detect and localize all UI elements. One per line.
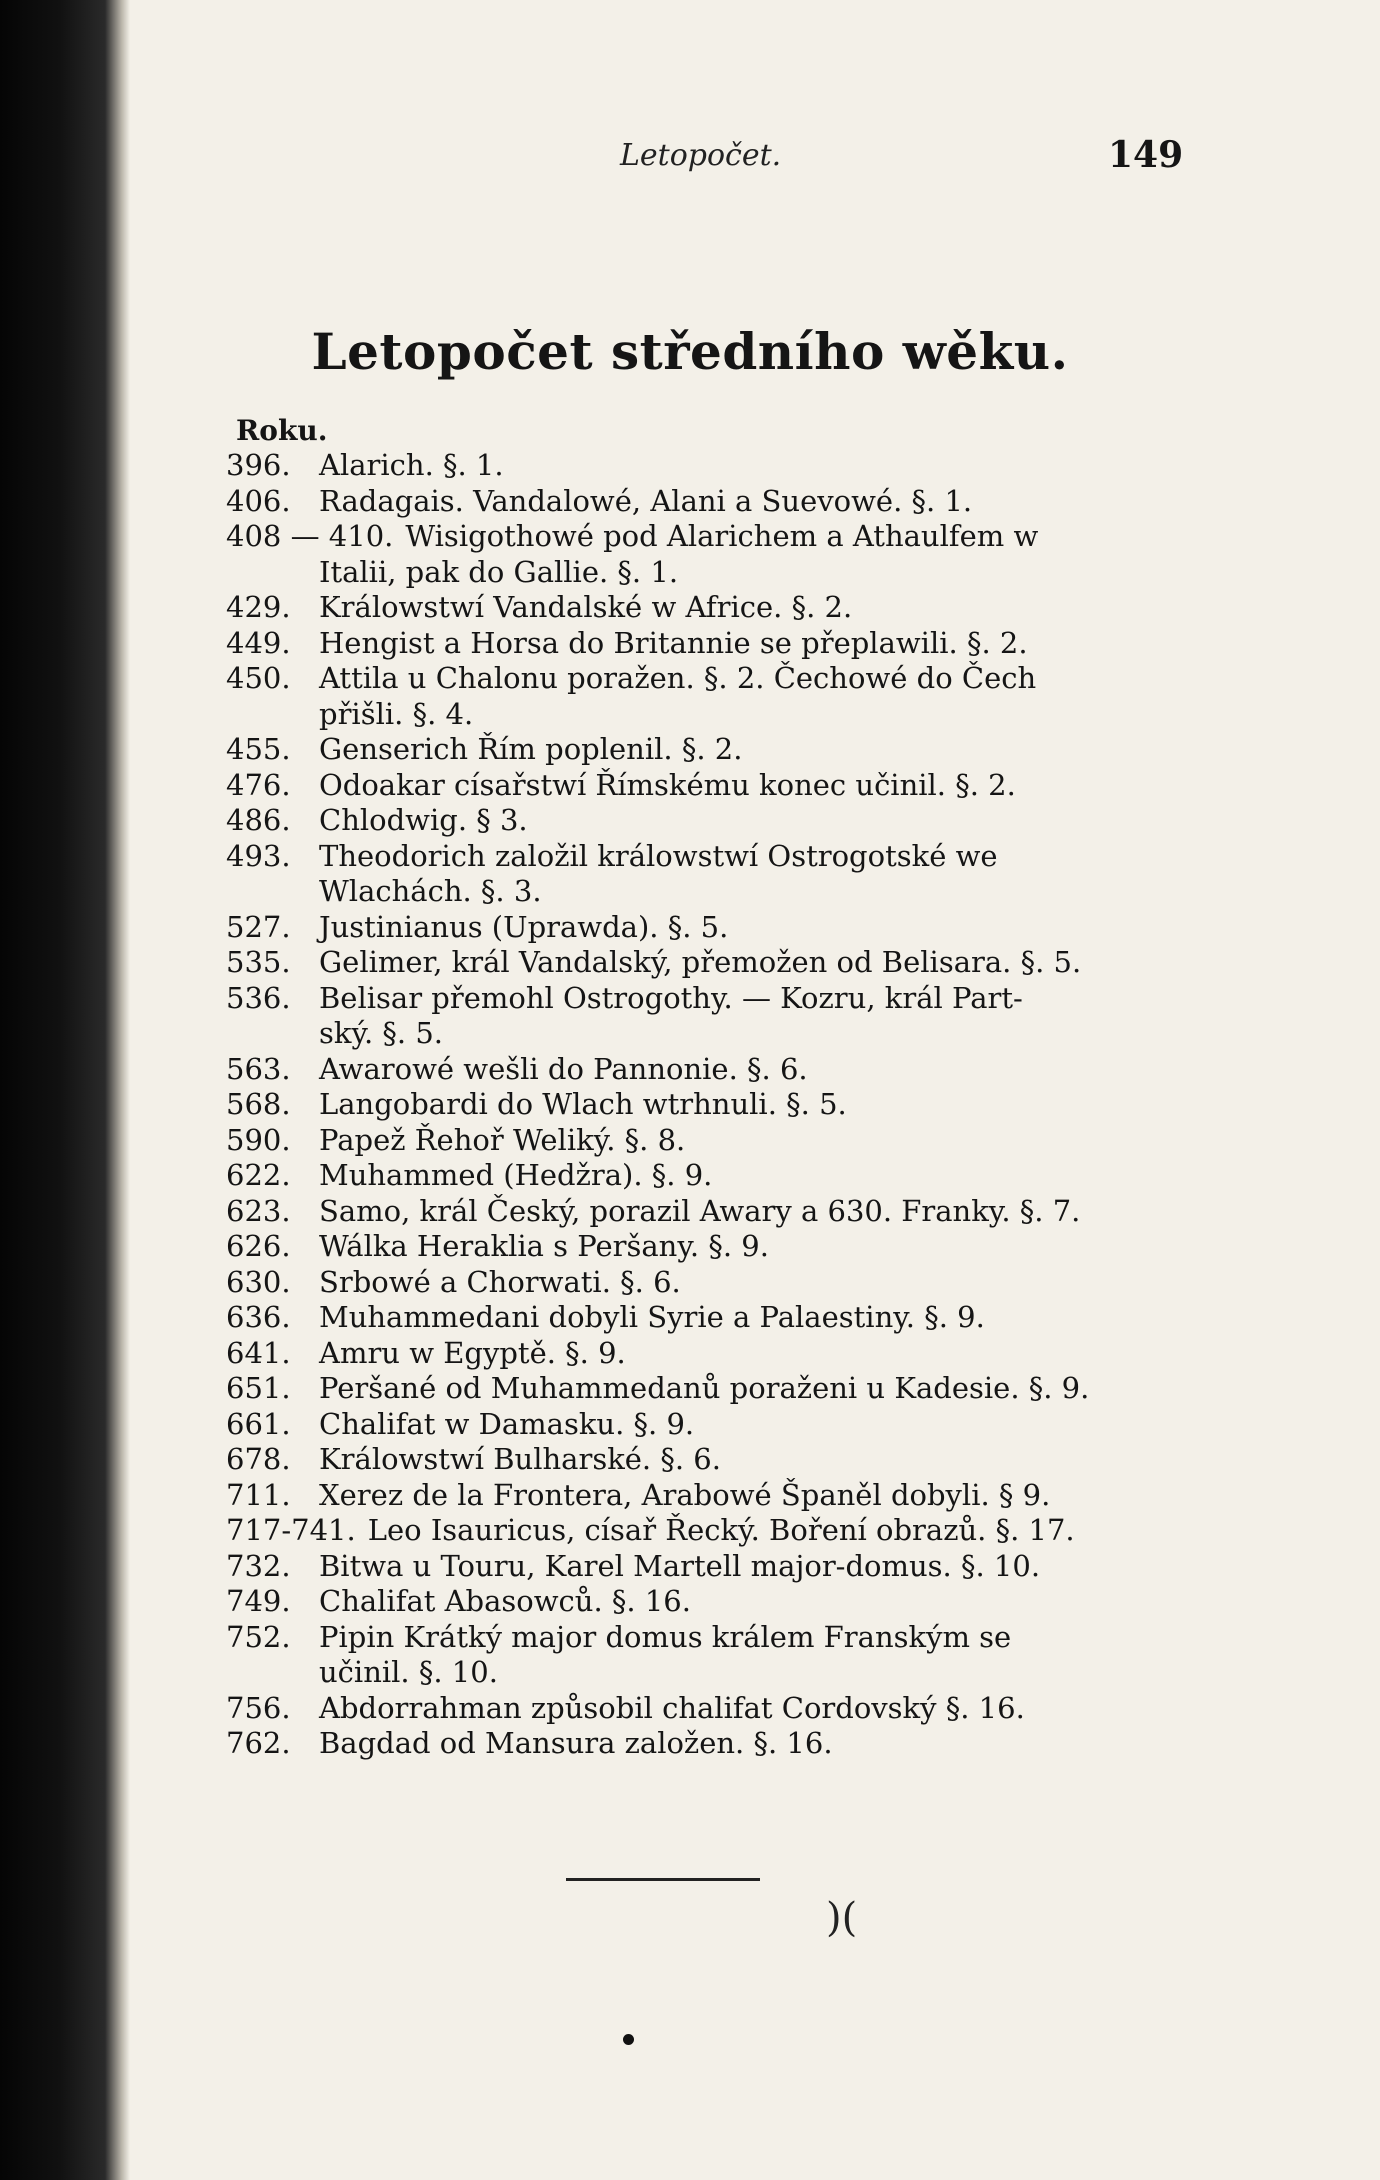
entry-text: Attila u Chalonu poražen. §. 2. Čechowé do Čech xyxy=(319,661,1037,695)
entry-text: Gelimer, král Vandalský, přemožen od Belisara. §. 5. xyxy=(319,945,1082,979)
chronology-entry xyxy=(226,1194,1184,1230)
chronology-entry xyxy=(226,839,1184,875)
chronology-entry xyxy=(226,1442,1184,1478)
entry-year: 711. xyxy=(226,1477,291,1512)
entry-year: 536. xyxy=(226,980,291,1015)
entry-text: Justinianus (Uprawda). §. 5. xyxy=(319,909,729,944)
chronology-entry xyxy=(226,519,1184,555)
entry-year: 476. xyxy=(226,767,291,802)
entry-text: Awarowé wešli do Pannonie. §. 6. xyxy=(319,1051,808,1086)
entry-year: 756. xyxy=(226,1690,291,1725)
chronology-entry xyxy=(226,803,1184,839)
entry-text: Peršané od Muhammedanů poraženi u Kadesie. §. 9. xyxy=(319,1371,1090,1405)
entry-year: 717-741. xyxy=(226,1513,356,1547)
entry-year: 732. xyxy=(226,1548,291,1583)
entry-year: 563. xyxy=(226,1051,291,1086)
entry-text: Srbowé a Chorwati. §. 6. xyxy=(319,1264,681,1299)
chronology-entry xyxy=(226,1407,1184,1443)
chronology-entry xyxy=(226,1336,1184,1372)
chronology-list xyxy=(226,448,1184,1762)
chronology-entry xyxy=(226,1655,1184,1691)
chronology-entry xyxy=(226,1087,1184,1123)
chronology-entry xyxy=(226,1513,1184,1549)
chronology-entry xyxy=(226,1016,1184,1052)
printer-mark-dot xyxy=(623,2034,634,2045)
entry-text: Wlachách. §. 3. xyxy=(319,874,542,908)
chronology-entry xyxy=(226,590,1184,626)
entry-year xyxy=(226,1655,319,1691)
entry-year xyxy=(226,874,319,910)
page-number: 149 xyxy=(1108,134,1184,176)
entry-text: Radagais. Vandalowé, Alani a Suevowé. §. 1. xyxy=(319,483,973,518)
chronology-entry xyxy=(226,732,1184,768)
chronology-entry xyxy=(226,1229,1184,1265)
page-title: Letopočet středního wěku. xyxy=(311,322,1069,381)
entry-text: přišli. §. 4. xyxy=(319,696,474,731)
entry-year: 449. xyxy=(226,625,291,660)
entry-year: 406. xyxy=(226,483,291,518)
entry-year: 762. xyxy=(226,1726,291,1760)
entry-year: 630. xyxy=(226,1264,291,1299)
chronology-entry xyxy=(226,981,1184,1017)
entry-text: Wisigothowé pod Alarichem a Athaulfem w xyxy=(405,519,1039,553)
entry-text: Muhammed (Hedžra). §. 9. xyxy=(319,1158,713,1192)
entry-text: Genserich Řím poplenil. §. 2. xyxy=(319,732,743,766)
entry-year: 486. xyxy=(226,803,291,837)
chronology-entry xyxy=(226,661,1184,697)
entry-year xyxy=(226,1016,319,1052)
chronology-entry xyxy=(226,1265,1184,1301)
entry-text: učinil. §. 10. xyxy=(319,1655,498,1689)
entry-text: Belisar přemohl Ostrogothy. — Kozru, král Part- xyxy=(319,980,1023,1015)
entry-year: 623. xyxy=(226,1193,291,1228)
entry-year: 590. xyxy=(226,1122,291,1157)
section-label: Roku. xyxy=(236,414,328,447)
entry-text: Chlodwig. § 3. xyxy=(319,803,528,837)
running-head: Letopočet. xyxy=(620,138,782,173)
chronology-entry xyxy=(226,1052,1184,1088)
entry-text: Langobardi do Wlach wtrhnuli. §. 5. xyxy=(319,1087,847,1121)
entry-year: 661. xyxy=(226,1406,291,1441)
entry-year: 651. xyxy=(226,1371,291,1405)
chronology-entry xyxy=(226,874,1184,910)
chronology-entry xyxy=(226,1300,1184,1336)
entry-text: Chalifat Abasowců. §. 16. xyxy=(319,1584,691,1618)
entry-year: 678. xyxy=(226,1442,291,1476)
entry-year xyxy=(226,697,319,733)
chronology-entry xyxy=(226,1123,1184,1159)
entry-year: 493. xyxy=(226,838,291,873)
entry-year: 450. xyxy=(226,661,291,695)
entry-year: 408 — 410. xyxy=(226,519,394,553)
entry-text: Alarich. §. 1. xyxy=(319,448,504,482)
entry-text: Leo Isauricus, císař Řecký. Boření obrazů. §. 17. xyxy=(367,1513,1075,1547)
entry-year: 535. xyxy=(226,945,291,979)
chronology-entry xyxy=(226,1478,1184,1514)
entry-year: 429. xyxy=(226,590,291,624)
entry-year: 636. xyxy=(226,1300,291,1334)
entry-text: Italii, pak do Gallie. §. 1. xyxy=(319,554,679,589)
chronology-entry xyxy=(226,1549,1184,1585)
entry-year: 568. xyxy=(226,1087,291,1121)
chronology-entry xyxy=(226,626,1184,662)
entry-year: 396. xyxy=(226,448,291,482)
entry-text: Králowstwí Vandalské w Africe. §. 2. xyxy=(319,590,853,624)
entry-year: 641. xyxy=(226,1335,291,1370)
entry-year: 752. xyxy=(226,1619,291,1654)
entry-text: Samo, král Český, porazil Awary a 630. Franky. §. 7. xyxy=(319,1193,1081,1228)
entry-text: Wálka Heraklia s Peršany. §. 9. xyxy=(319,1229,769,1263)
entry-text: Xerez de la Frontera, Arabowé Španěl dobyli. § 9. xyxy=(319,1477,1051,1512)
closing-ornament: )( xyxy=(826,1895,858,1941)
closing-rule xyxy=(566,1878,760,1881)
entry-text: Abdorrahman způsobil chalifat Cordovský §. 16. xyxy=(319,1690,1025,1725)
chronology-entry xyxy=(226,1691,1184,1727)
chronology-entry xyxy=(226,484,1184,520)
entry-text: Chalifat w Damasku. §. 9. xyxy=(319,1406,695,1441)
chronology-entry xyxy=(226,1371,1184,1407)
entry-text: Theodorich založil králowstwí Ostrogotské we xyxy=(319,838,998,873)
entry-text: Amru w Egyptě. §. 9. xyxy=(319,1335,626,1370)
entry-year: 749. xyxy=(226,1584,291,1618)
chronology-entry xyxy=(226,448,1184,484)
entry-text: Pipin Krátký major domus králem Franským se xyxy=(319,1619,1012,1654)
entry-year: 626. xyxy=(226,1229,291,1263)
entry-text: Papež Řehoř Weliký. §. 8. xyxy=(319,1122,686,1157)
chronology-entry xyxy=(226,910,1184,946)
chronology-entry xyxy=(226,1620,1184,1656)
entry-text: Odoakar císařstwí Římskému konec učinil. §. 2. xyxy=(319,767,1016,802)
entry-text: Králowstwí Bulharské. §. 6. xyxy=(319,1442,721,1476)
chronology-entry xyxy=(226,1158,1184,1194)
entry-text: Bagdad od Mansura založen. §. 16. xyxy=(319,1726,833,1760)
chronology-entry xyxy=(226,1584,1184,1620)
chronology-entry xyxy=(226,555,1184,591)
entry-text: Bitwa u Touru, Karel Martell major-domus. §. 10. xyxy=(319,1548,1041,1583)
entry-year: 527. xyxy=(226,909,291,944)
entry-year: 622. xyxy=(226,1158,291,1192)
entry-year: 455. xyxy=(226,732,291,766)
chronology-entry xyxy=(226,697,1184,733)
entry-text: Hengist a Horsa do Britannie se přeplawili. §. 2. xyxy=(319,625,1028,660)
entry-text: ský. §. 5. xyxy=(319,1016,444,1050)
entry-text: Muhammedani dobyli Syrie a Palaestiny. §. 9. xyxy=(319,1300,985,1334)
chronology-entry xyxy=(226,945,1184,981)
chronology-entry xyxy=(226,768,1184,804)
entry-year xyxy=(226,555,319,591)
chronology-entry xyxy=(226,1726,1184,1762)
